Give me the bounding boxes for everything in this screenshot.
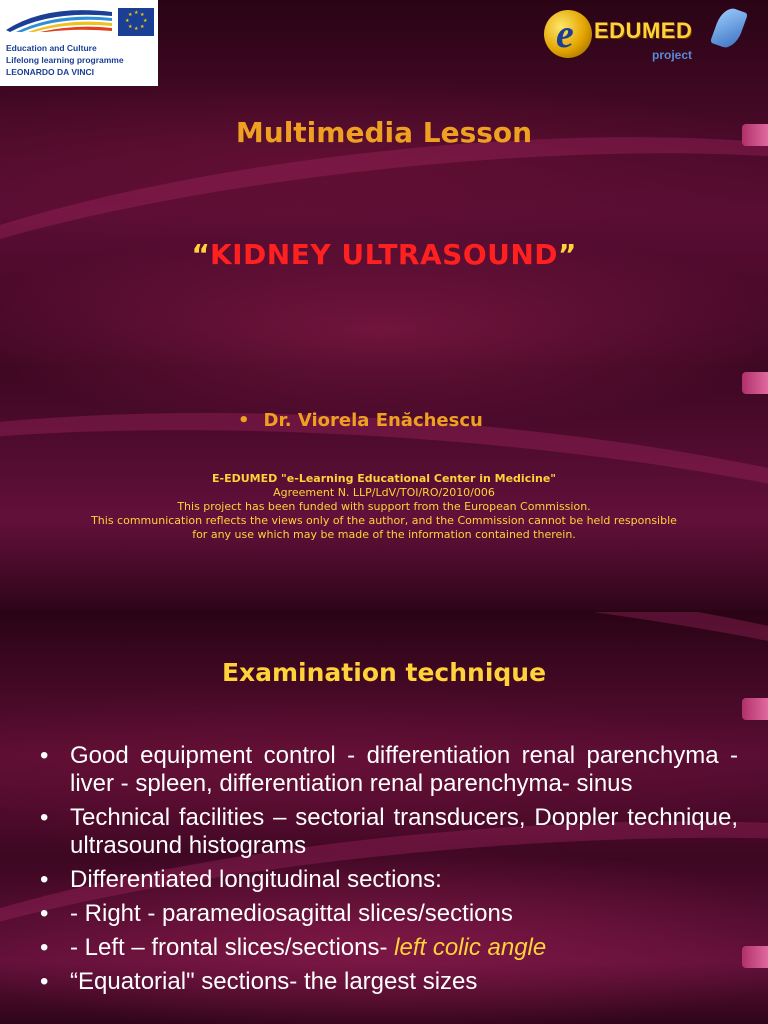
- lesson-name: KIDNEY ULTRASOUND: [209, 238, 559, 271]
- close-quote: ”: [558, 238, 577, 271]
- list-item: [36, 742, 738, 798]
- eu-line: Education and Culture: [6, 43, 97, 53]
- slide-title: Multimedia Lesson: [235, 116, 533, 149]
- disclaimer-line: for any use which may be made of the information contained therein.: [192, 528, 576, 541]
- eu-line: LEONARDO DA VINCI: [6, 67, 94, 77]
- list-item-text: Differentiated longitudinal sections:: [70, 866, 442, 893]
- decorative-tab: [742, 946, 768, 968]
- edumed-word: EDUMED: [594, 18, 693, 43]
- disclaimer-line: E-EDUMED "e-Learning Educational Center in Medicine": [211, 472, 557, 485]
- edumed-letter: e: [556, 11, 574, 56]
- bullet-icon: •: [40, 900, 49, 927]
- leaf-icon: [710, 5, 748, 51]
- eu-swoosh-icon: [6, 6, 112, 32]
- list-item-text: - Right - paramediosagittal slices/sections: [70, 900, 513, 927]
- bullet-list: [36, 742, 738, 1002]
- decorative-tab: [742, 698, 768, 720]
- disclaimer-line: This project has been funded with support from the European Commission.: [177, 500, 591, 513]
- disclaimer-line: This communication reflects the views only of the author, and the Commission cannot be held responsible: [91, 514, 677, 527]
- bullet-icon: •: [40, 742, 49, 769]
- bullet-icon: •: [40, 968, 49, 995]
- bullet-icon: •: [40, 934, 49, 961]
- list-item-text: Good equipment control - differentiation renal parenchyma - liver - spleen, differentiation renal parenchyma- sinus: [70, 742, 738, 797]
- list-item: [36, 866, 738, 894]
- decorative-tab: [742, 372, 768, 394]
- highlighted-term: left colic angle: [394, 934, 547, 961]
- bullet-icon: •: [40, 866, 49, 893]
- eu-programme-logo: [0, 0, 158, 86]
- eu-flag-icon: ★ ★ ★ ★ ★ ★ ★ ★: [118, 8, 154, 36]
- bullet-icon: •: [238, 410, 250, 431]
- list-item-text: “Equatorial" sections- the largest sizes: [70, 968, 478, 995]
- list-item-text: Technical facilities – sectorial transducers, Doppler technique, ultrasound histograms: [70, 804, 738, 859]
- author-name: Dr. Viorela Enăchescu: [263, 410, 483, 431]
- lesson-subtitle: [0, 238, 768, 271]
- list-item: [36, 804, 738, 860]
- eu-line: Lifelong learning programme: [6, 55, 124, 65]
- bullet-icon: •: [40, 804, 49, 831]
- content-slide: [0, 612, 768, 1024]
- list-item: [36, 934, 738, 962]
- eu-programme-text: [6, 42, 124, 78]
- funding-disclaimer: [0, 472, 768, 542]
- edumed-subtitle: project: [652, 48, 693, 62]
- edumed-project-logo: [538, 4, 768, 68]
- list-item: [36, 900, 738, 928]
- open-quote: “: [191, 238, 210, 271]
- list-item-text: - Left – frontal slices/sections-: [70, 934, 395, 961]
- disclaimer-line: Agreement N. LLP/LdV/TOI/RO/2010/006: [273, 486, 495, 499]
- section-title: Examination technique: [221, 658, 547, 687]
- list-item: [36, 968, 738, 996]
- author-line: [238, 410, 483, 431]
